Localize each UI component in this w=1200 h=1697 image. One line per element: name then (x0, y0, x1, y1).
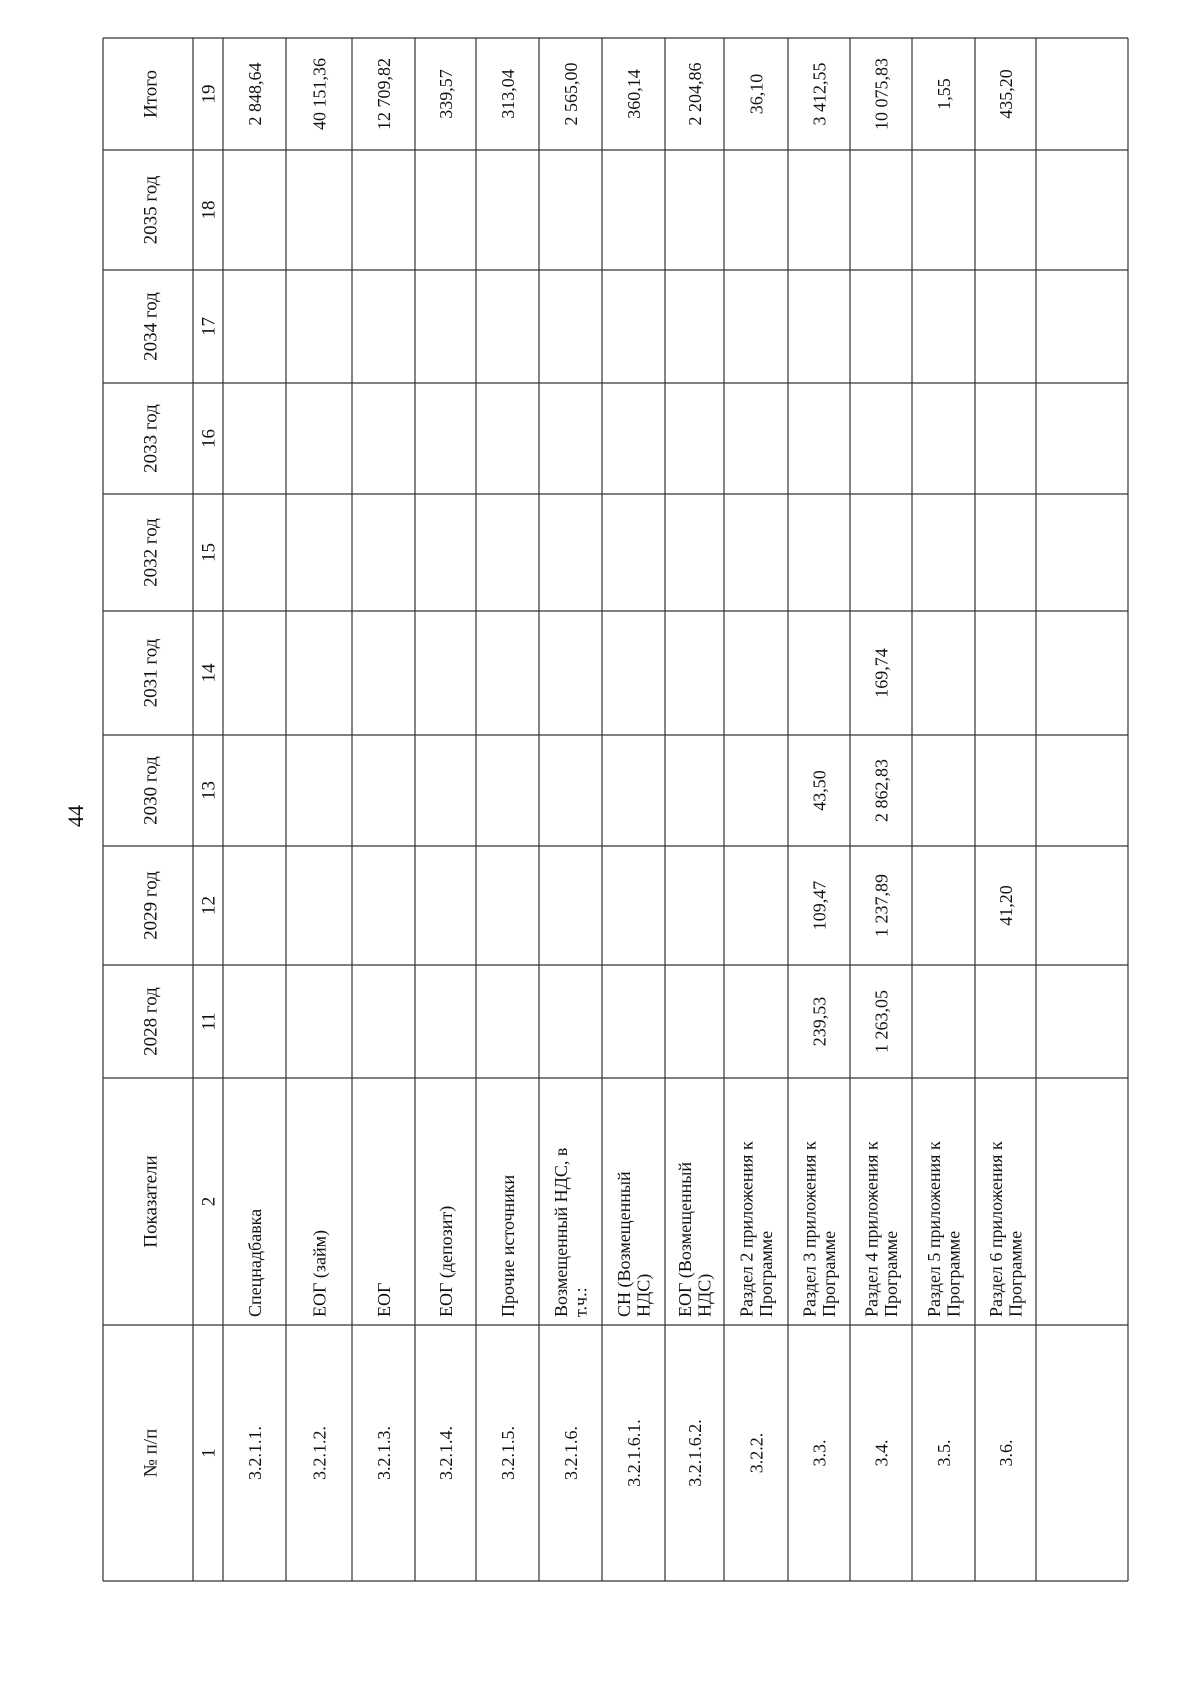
row-id: 3.2.1.3. (373, 1426, 394, 1480)
header-label: 2035 год (140, 175, 162, 245)
row-name: Возмещенный НДС, вт.ч.: (550, 1147, 591, 1317)
row-value: 43,50 (809, 770, 830, 811)
row-value: 2 848,64 (244, 62, 265, 126)
row-name: ЕОГ (депозит) (435, 1205, 456, 1317)
header-label: 2032 год (140, 518, 162, 587)
header-label: 2028 год (140, 987, 162, 1056)
row-value: 3 412,55 (809, 62, 830, 126)
row-id: 3.4. (871, 1439, 892, 1467)
row-name: СН (ВозмещенныйНДС) (613, 1171, 654, 1317)
header-number: 18 (198, 200, 220, 220)
row-value: 360,14 (623, 69, 644, 119)
header-label: 2030 год (140, 756, 162, 825)
row-value: 435,20 (995, 69, 1016, 119)
row-name: Раздел 3 приложения кПрограмме (799, 1141, 840, 1317)
row-name: Раздел 4 приложения кПрограмме (861, 1141, 902, 1317)
row-id: 3.2.1.5. (497, 1426, 518, 1480)
budget-table-grid (103, 38, 1128, 1581)
header-label: 2029 год (140, 871, 162, 940)
header-label: 2033 год (140, 404, 162, 473)
row-value: 36,10 (746, 73, 767, 115)
row-name: Спецнадбавка (244, 1208, 265, 1317)
row-value: 1 237,89 (871, 874, 892, 937)
row-name: Раздел 5 приложения кПрограмме (923, 1141, 964, 1317)
header-number: 19 (198, 84, 220, 104)
row-id: 3.2.1.4. (435, 1426, 456, 1480)
row-name: Раздел 2 приложения кПрограмме (736, 1141, 777, 1317)
row-id: 3.3. (809, 1439, 830, 1467)
row-value: 2 565,00 (560, 62, 581, 126)
row-id: 3.2.2. (746, 1432, 767, 1474)
page-number (62, 786, 90, 846)
row-value: 10 075,83 (871, 58, 892, 130)
row-value: 40 151,36 (309, 58, 330, 130)
header-number: 11 (198, 1012, 220, 1031)
row-value: 1 263,05 (871, 990, 892, 1053)
header-number: 1 (198, 1448, 220, 1458)
row-value: 313,04 (497, 69, 518, 119)
header-label: Итого (140, 69, 162, 119)
header-number: 14 (198, 663, 220, 683)
row-id: 3.2.1.1. (244, 1426, 265, 1480)
row-name: ЕОГ (ВозмещенныйНДС) (674, 1162, 715, 1317)
budget-table (103, 38, 1128, 1581)
header-label: 2034 год (140, 292, 162, 361)
row-id: 3.2.1.6.2. (684, 1419, 705, 1487)
row-id: 3.6. (995, 1439, 1016, 1467)
row-value: 1,55 (933, 78, 954, 110)
row-name: Раздел 6 приложения кПрограмме (985, 1141, 1026, 1317)
header-label: 2031 год (140, 638, 162, 708)
row-value: 41,20 (995, 885, 1016, 926)
row-value: 12 709,82 (373, 58, 394, 130)
row-value: 339,57 (435, 69, 456, 119)
page-number-text: 44 (63, 805, 88, 827)
header-number: 12 (198, 896, 220, 915)
row-id: 3.2.1.6. (560, 1426, 581, 1480)
header-number: 13 (198, 781, 220, 800)
header-number: 15 (198, 543, 220, 562)
row-id: 3.2.1.2. (309, 1426, 330, 1480)
header-number: 2 (198, 1196, 220, 1207)
row-name: ЕОГ (займ) (309, 1229, 330, 1317)
row-id: 3.2.1.6.1. (623, 1419, 644, 1487)
row-name: Прочие источники (497, 1174, 518, 1317)
row-value: 2 204,86 (684, 62, 705, 126)
row-value: 2 862,83 (871, 759, 892, 822)
header-label: Показатели (140, 1155, 162, 1248)
row-value: 169,74 (871, 648, 892, 698)
header-number: 17 (198, 317, 220, 336)
row-id: 3.5. (933, 1439, 954, 1467)
row-value: 109,47 (809, 880, 830, 931)
header-label: № п/п (140, 1428, 162, 1478)
header-number: 16 (198, 429, 220, 448)
row-name: ЕОГ (373, 1282, 394, 1317)
row-value: 239,53 (809, 996, 830, 1047)
